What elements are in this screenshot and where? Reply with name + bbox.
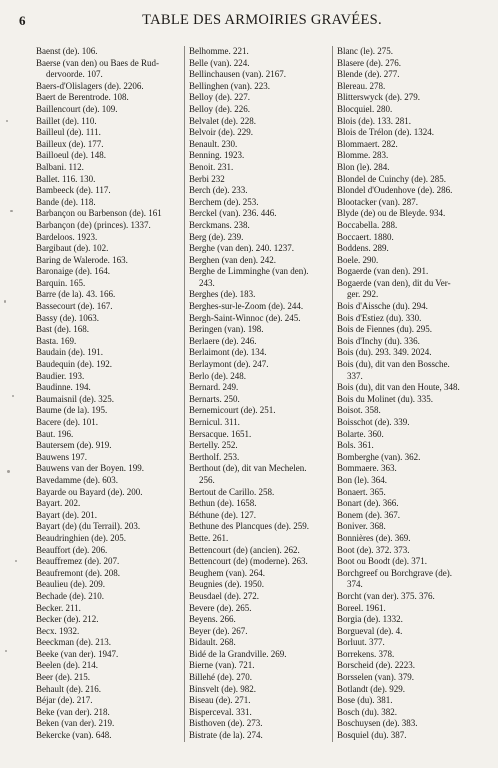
index-entry: Berthout (de), dit van Mechelen. [189, 463, 307, 474]
index-entry: Boschuysen (de). 383. [337, 718, 418, 729]
index-entry: 243. [199, 277, 215, 288]
index-entry: Béjar (de). 217. [36, 695, 93, 706]
index-entry: Bethune des Plancques (de). 259. [189, 521, 309, 532]
index-entry: Balbani. 112. [36, 161, 84, 172]
index-entry: Blootacker (van). 287. [337, 196, 418, 207]
index-entry: Boot ou Boodt (de). 371. [337, 556, 427, 567]
index-entry: Bernicul. 311. [189, 417, 240, 427]
index-entry: Bols. 361. [337, 440, 374, 451]
index-entry: Borgia (de). 1332. [337, 614, 403, 625]
index-entry: Bois (du), dit van den Bossche. [337, 359, 450, 370]
index-entry: 256. [199, 474, 215, 485]
index-entry: 374. [347, 579, 363, 590]
scan-speck [4, 300, 6, 303]
page-number: 6 [19, 13, 26, 28]
index-entry: Bernard. 249. [189, 382, 239, 393]
index-entry: Bon (le). 364. [337, 474, 387, 485]
index-entry: Bellinchausen (van). 2167. [189, 69, 286, 80]
index-entry: Basta. 169. [36, 335, 77, 346]
index-entry: Beyens. 266. [189, 614, 236, 625]
index-entry: Baerse (van den) ou Baes de Rud- [36, 57, 159, 68]
index-entry: Becker (de). 212. [36, 614, 99, 625]
index-columns [36, 46, 488, 742]
index-entry: Bailleux (de). 177. [36, 138, 104, 149]
index-entry: Beeckman (de). 213. [36, 637, 111, 648]
index-entry: Baumaisnil (de). 325. [36, 393, 114, 404]
index-entry: Bambeeck (de). 117. [36, 185, 111, 196]
index-entry: Bailloeul (de). 148. [36, 150, 106, 161]
index-entry: Berlaimont (de). 134. [189, 347, 267, 358]
index-entry: Barbançon (de) (princes). 1337. [36, 219, 151, 230]
index-entry: Beugnies (de). 1950. [189, 579, 264, 590]
index-entry: Bernemicourt (de). 251. [189, 405, 276, 416]
index-entry: Bargibaut (de). 102. [36, 243, 109, 254]
index-entry: Béthune (de). 127. [189, 509, 256, 520]
index-entry: Blyde (de) ou de Bleyde. 934. [337, 208, 446, 219]
index-entry: Beughem (van). 264. [189, 567, 265, 578]
index-entry: Bersacque. 1651. [189, 428, 252, 439]
index-entry: Beaulieu (de). 209. [36, 579, 105, 590]
index-entry: Bassy (de). 1063. [36, 312, 99, 323]
index-entry: Blanc (le). 275. [337, 46, 393, 56]
index-entry: Berckel (van). 236. 446. [189, 208, 277, 219]
index-entry: Berbi 232 [189, 173, 225, 184]
index-entry: Blommaert. 282. [337, 138, 398, 149]
index-entry: Bayart (de) (du Terrail). 203. [36, 521, 141, 532]
index-entry: Baenst (de). 106. [36, 46, 98, 56]
index-entry: Baut. 196. [36, 428, 74, 439]
index-entry: Bonnières (de). 369. [337, 532, 411, 543]
index-entry: Becx. 1932. [36, 625, 80, 636]
index-entry: Boniver. 368. [337, 521, 386, 532]
index-entry: Berlaere (de). 246. [189, 335, 257, 346]
index-entry: Berlo (de). 248. [189, 370, 246, 381]
index-entry: Bernarts. 250. [189, 393, 240, 404]
index-entry: Bauwens van der Boyen. 199. [36, 463, 144, 474]
index-entry: Baillencourt (de). 109. [36, 103, 118, 114]
index-entry: Bois (du), dit van den Houte, 348. [337, 382, 460, 393]
index-entry: Belle (van). 224. [189, 57, 250, 68]
index-entry: Blois (de). 133. 281. [337, 115, 411, 126]
index-entry: Borscheid (de). 2223. [337, 660, 415, 671]
index-entry: Baume (de la). 195. [36, 405, 108, 416]
index-entry: Barquin. 165. [36, 277, 86, 288]
index-entry: ger. 292. [347, 289, 379, 300]
index-entry: Bolarte. 360. [337, 428, 384, 439]
index-entry: Boccaert. 1880. [337, 231, 394, 242]
index-entry: Bast (de). 168. [36, 324, 89, 335]
scan-speck [12, 395, 14, 397]
scan-speck [7, 470, 10, 473]
index-entry: Bevere (de). 265. [189, 602, 252, 613]
index-entry: Beke (van der). 218. [36, 706, 110, 717]
index-entry: Bistrate (de la). 274. [189, 730, 263, 741]
index-entry: Baudinne. 194. [36, 382, 91, 393]
index-entry: Blois de Trélon (de). 1324. [337, 127, 435, 138]
index-entry: Bidé de la Grandville. 269. [189, 648, 287, 659]
index-entry: Beaudringhien (de). 205. [36, 532, 126, 543]
index-entry: Bertelly. 252. [189, 440, 238, 451]
index-entry: Botlandt (de). 929. [337, 683, 405, 694]
index-entry: Beken (van der). 219. [36, 718, 115, 729]
index-entry: Beauffremez (de). 207. [36, 556, 120, 567]
index-entry: Belvoir (de). 229. [189, 127, 253, 138]
index-entry: Bauwens 197. [36, 451, 87, 462]
index-entry: Binsvelt (de). 982. [189, 683, 256, 694]
index-entry: Berlaymont (de). 247. [189, 359, 269, 370]
index-entry: Bavedamme (de). 603. [36, 474, 118, 485]
index-column-1 [36, 46, 184, 742]
index-entry: Bosquiel (du). 387. [337, 730, 407, 741]
index-entry: Blon (le). 284. [337, 161, 390, 172]
index-entry: Belloy (de). 226. [189, 103, 250, 114]
index-entry: Belvalet (de). 228. [189, 115, 256, 126]
index-entry: Blereau. 278. [337, 80, 386, 91]
index-entry: Bosch (du). 382. [337, 706, 397, 717]
index-entry: Bisthoven (de). 273. [189, 718, 263, 729]
index-entry: Berghe de Limminghe (van den). [189, 266, 309, 277]
index-entry: Beer (de). 215. [36, 672, 90, 683]
index-entry: Bautersem (de). 919. [36, 440, 112, 451]
index-entry: Bierne (van). 721. [189, 660, 255, 671]
index-entry: Boisschot (de). 339. [337, 417, 410, 427]
index-entry: Ballet. 116. 130. [36, 173, 96, 184]
index-entry: Bayarde ou Bayard (de). 200. [36, 486, 143, 497]
index-entry: Boreel. 1961. [337, 602, 386, 613]
index-entry: Bechade (de). 210. [36, 590, 104, 601]
index-entry: Bommaere. 363. [337, 463, 397, 474]
index-entry: Benning. 1923. [189, 150, 245, 161]
index-entry: Berghes-sur-le-Zoom (de). 244. [189, 301, 304, 312]
index-entry: Beusdael (de). 272. [189, 590, 259, 601]
index-entry: Berckmans. 238. [189, 219, 250, 230]
index-entry: Berghes (de). 183. [189, 289, 256, 300]
scan-speck [10, 210, 13, 212]
index-entry: Bayart (de). 201. [36, 509, 97, 520]
index-entry: Bogaerde (van den), dit du Ver- [337, 277, 451, 288]
index-entry: Bonart (de). 366. [337, 498, 399, 509]
index-entry: Bergh-Saint-Winnoc (de). 245. [189, 312, 301, 323]
index-entry: Baert de Berentrode. 108. [36, 92, 129, 103]
index-entry: Bellinghen (van). 223. [189, 80, 270, 91]
index-entry: Biseau (de). 271. [189, 695, 251, 706]
index-entry: Bardeloos. 1923. [36, 231, 98, 242]
index-entry: Barbançon ou Barbenson (de). 161 [36, 208, 162, 219]
index-entry: Blomme. 283. [337, 150, 389, 161]
index-entry: Borluut. 377. [337, 637, 385, 648]
index-entry: Berch (de). 233. [189, 185, 248, 196]
index-entry: Belloy (de). 227. [189, 92, 250, 103]
index-entry: Bertholf. 253. [189, 451, 240, 462]
index-entry: Bettencourt (de) (moderne). 263. [189, 556, 308, 567]
index-entry: Boisot. 358. [337, 405, 381, 416]
index-entry: Bertout de Carillo. 258. [189, 486, 275, 497]
index-entry: Borrekens. 378. [337, 648, 395, 659]
index-entry: Bethun (de). 1658. [189, 498, 257, 509]
index-entry: Boot (de). 372. 373. [337, 544, 410, 555]
index-entry: Boele. 290. [337, 254, 379, 265]
index-entry: Bisperceval. 331. [189, 706, 252, 717]
index-entry: Blondel de Cuinchy (de). 285. [337, 173, 446, 184]
index-entry: Bois d'Estiez (du). 330. [337, 312, 422, 323]
index-entry: Baillet (de). 110. [36, 115, 97, 126]
index-entry: Beelen (de). 214. [36, 660, 98, 671]
index-entry: Berghen (van den). 242. [189, 254, 277, 265]
scan-speck [5, 650, 7, 652]
index-entry: Bois d'Aissche (du). 294. [337, 301, 428, 312]
index-entry: 337. [347, 370, 363, 381]
index-entry: Bailleul (de). 111. [36, 127, 101, 138]
index-entry: Bose (du). 381. [337, 695, 393, 706]
index-entry: Borsselen (van). 379. [337, 672, 414, 683]
index-entry: Bidault. 268. [189, 637, 236, 648]
index-entry: Blasere (de). 276. [337, 57, 401, 68]
index-column-3 [332, 46, 488, 742]
index-entry: Boccabella. 288. [337, 219, 398, 230]
index-entry: Bayart. 202. [36, 498, 81, 509]
index-entry: Bois du Molinet (du). 335. [337, 393, 433, 404]
index-entry: Beauffort (de). 206. [36, 544, 108, 555]
index-entry: Boddens. 289. [337, 243, 389, 254]
index-entry: Baudier. 193. [36, 370, 85, 381]
index-entry: Bois de Fiennes (du). 295. [337, 324, 432, 335]
index-entry: Belhomme. 221. [189, 46, 249, 56]
scan-speck [15, 560, 17, 562]
index-column-2 [184, 46, 332, 742]
index-entry: Bettencourt (de) (ancien). 262. [189, 544, 300, 555]
index-entry: Bette. 261. [189, 532, 229, 543]
index-entry: Blende (de). 277. [337, 69, 400, 80]
index-entry: Berchem (de). 253. [189, 196, 259, 207]
index-entry: Borcht (van der). 375. 376. [337, 590, 435, 601]
index-entry: Barre (de la). 43. 166. [36, 289, 116, 300]
index-entry: Bande (de). 118. [36, 196, 96, 207]
running-head: TABLE DES ARMOIRIES GRAVÉES. [142, 12, 382, 28]
index-entry: Beringen (van). 198. [189, 324, 264, 335]
index-entry: Benault. 230. [189, 138, 238, 149]
index-entry: Benoit. 231. [189, 161, 234, 172]
index-entry: dervoorde. 107. [46, 69, 103, 80]
index-entry: Bomberghe (van). 362. [337, 451, 421, 462]
index-entry: Bois d'Inchy (du). 336. [337, 335, 420, 346]
index-entry: Baers-d'Olislagers (de). 2206. [36, 80, 144, 91]
index-entry: Behault (de). 216. [36, 683, 101, 694]
index-entry: Bekercke (van). 648. [36, 730, 112, 741]
index-entry: Baronaige (de). 164. [36, 266, 110, 277]
index-entry: Berg (de). 239. [189, 231, 244, 242]
index-entry: Bonaert. 365. [337, 486, 386, 497]
scan-speck [6, 120, 8, 122]
index-entry: Blocquiel. 280. [337, 103, 393, 114]
index-entry: Beyer (de). 267. [189, 625, 248, 636]
index-entry: Blondel d'Oudenhove (de). 286. [337, 185, 453, 196]
index-entry: Bogaerde (van den). 291. [337, 266, 429, 277]
index-entry: Baudain (de). 191. [36, 347, 103, 358]
index-entry: Beeke (van der). 1947. [36, 648, 119, 659]
index-entry: Berghe (van den). 240. 1237. [189, 243, 295, 254]
index-entry: Bacere (de). 101. [36, 417, 98, 427]
index-entry: Bois (du). 293. 349. 2024. [337, 347, 432, 358]
index-entry: Borchgreef ou Borchgrave (de). [337, 567, 452, 578]
index-entry: Bonem (de). 367. [337, 509, 400, 520]
index-entry: Baring de Walerode. 163. [36, 254, 128, 265]
index-entry: Bassecourt (de). 167. [36, 301, 113, 312]
index-entry: Blitterswyck (de). 279. [337, 92, 420, 103]
index-entry: Beaufremont (de). 208. [36, 567, 120, 578]
index-entry: Baudequin (de). 192. [36, 359, 112, 370]
index-entry: Billehé (de). 270. [189, 672, 252, 683]
index-entry: Becker. 211. [36, 602, 81, 613]
index-entry: Borgueval (de). 4. [337, 625, 403, 636]
